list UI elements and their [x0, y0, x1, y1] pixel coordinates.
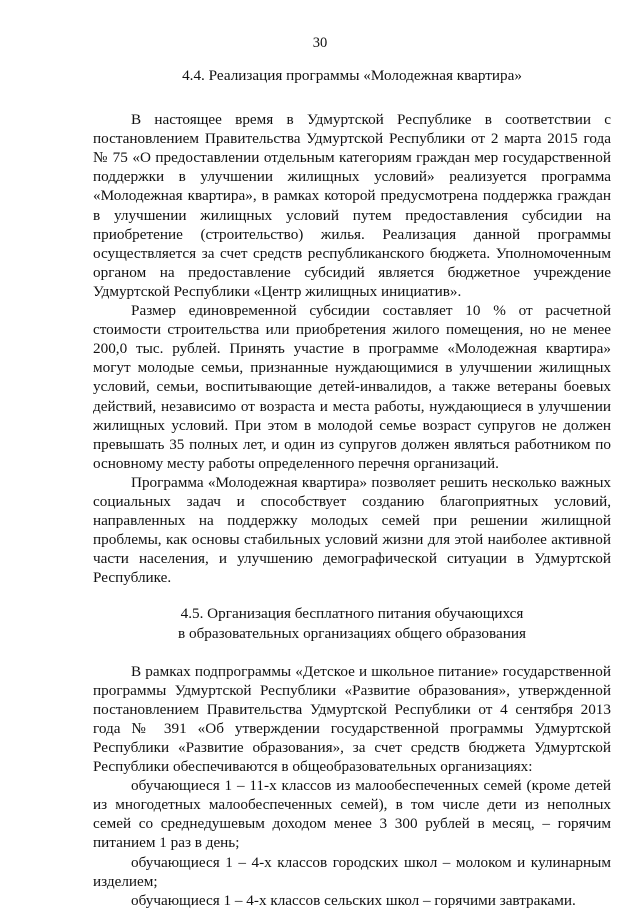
paragraph: Размер единовременной субсидии составляет 10 % от расчетной стоимости строительства или приобретения жилого помещения, но не менее 200,0 тыс. рублей. Принять участие в программе «Молодежная квартира» могут молодые семьи, признанные нуждающимися в улучшении жилищных условий, семьи, воспитывающие детей-инвалидов, а также ветераны боевых действий, независимо от возраста и места работы, нуждающиеся в улучшении жилищных условий. При этом в молодой семье возраст супругов не должен превышать 35 полных лет, и один из супругов должен являться работником по основному месту работы определенного перечня организаций. [93, 302, 611, 472]
paragraph: Программа «Молодежная квартира» позволяет решить несколько важных социальных задач и способствует созданию благоприятных условий, направленных на поддержку молодых семей при решении жилищной проблемы, как основы стабильных условий жизни для этой наиболее активной части населения, и улучшению демографической ситуации в Удмуртской Республике. [93, 473, 611, 587]
page-number: 30 [312, 35, 328, 51]
section-heading-4-4: 4.4. Реализация программы «Молодежная квартира» [182, 67, 522, 84]
section-heading-4-5 [93, 604, 611, 642]
list-item: обучающиеся 1 – 11-х классов из малообеспеченных семей (кроме детей из многодетных малообеспеченных семей), в том числе дети из неполных семей со среднедушевым доходом менее 3 300 рублей в месяц, – горячим питанием 1 раз в день; [93, 777, 611, 852]
list-item: обучающиеся 1 – 4-х классов сельских школ – горячими завтраками. [131, 891, 576, 909]
heading-line: в образовательных организациях общего образования [178, 624, 526, 642]
heading-line: 4.5. Организация бесплатного питания обучающихся [180, 605, 524, 623]
paragraph: В настоящее время в Удмуртской Республике в соответствии с постановлением Правительства Удмуртской Республики от 2 марта 2015 года № 75 «О предоставлении отдельным категориям граждан мер государственной поддержки в улучшении жилищных условий» реализуется программа «Молодежная квартира», в рамках которой предусмотрена поддержка граждан в улучшении жилищных условий путем предоставления субсидии на приобретение (строительство) жилья. Реализация данной программы осуществляется за счет средств республиканского бюджета. Уполномоченным органом на предоставление субсидий является бюджетное учреждение Удмуртской Республики «Центр жилищных инициатив». [93, 111, 611, 300]
paragraph: В рамках подпрограммы «Детское и школьное питание» государственной программы Удмуртской Республики «Развитие образования», утвержденной постановлением Правительства Удмуртской Республики от 4 сентября 2013 года № 391 «Об утверждении государственной программы Удмуртской Республики «Развитие образования», за счет средств бюджета Удмуртской Республики обеспечиваются в общеобразовательных организациях: [93, 662, 611, 776]
section-free-meals [93, 604, 611, 909]
page-content [93, 66, 611, 910]
list-item: обучающиеся 1 – 4-х классов городских школ – молоком и кулинарным изделием; [93, 853, 611, 890]
section-housing-program [93, 66, 611, 587]
